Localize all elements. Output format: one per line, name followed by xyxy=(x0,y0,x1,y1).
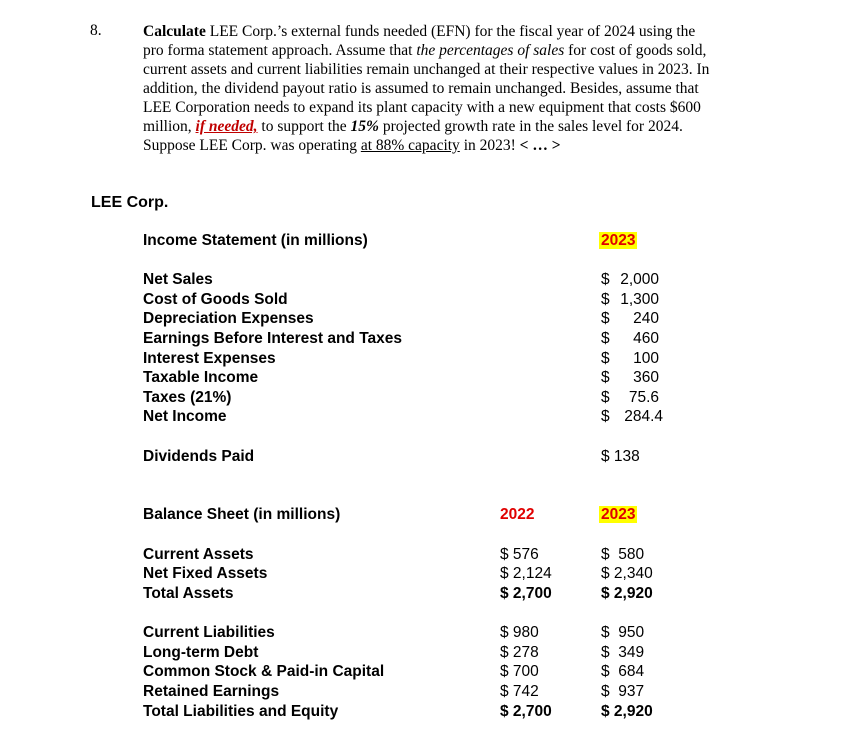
balance-sheet-title: Balance Sheet (in millions) xyxy=(143,506,341,523)
liability-value-2023: $ 937 xyxy=(601,683,645,700)
liability-row-label: Long-term Debt xyxy=(143,644,259,661)
income-year-2023: 2023 xyxy=(601,232,636,249)
income-row-label: Depreciation Expenses xyxy=(143,310,314,327)
question-line-3: current assets and current liabilities remain unchanged at their respective values in 2023. In xyxy=(143,61,710,78)
income-row-label: Cost of Goods Sold xyxy=(143,291,288,308)
question-line-5: LEE Corporation needs to expand its plant capacity with a new equipment that costs $600 xyxy=(143,99,701,116)
liability-row-label: Total Liabilities and Equity xyxy=(143,703,339,720)
income-row-label: Earnings Before Interest and Taxes xyxy=(143,330,402,347)
question-line-2: pro forma statement approach. Assume that the percentages of sales for cost of goods sold, xyxy=(143,42,707,59)
liability-row-label: Current Liabilities xyxy=(143,624,275,641)
income-row-label: Taxes (21%) xyxy=(143,389,232,406)
income-row-label: Interest Expenses xyxy=(143,350,276,367)
liability-value-2022: $ 742 xyxy=(500,683,539,700)
asset-value-2023: $ 2,920 xyxy=(601,585,653,602)
income-row-value: $ 284.4 xyxy=(601,408,663,425)
asset-value-2022: $ 2,700 xyxy=(500,585,552,602)
liability-value-2023: $ 950 xyxy=(601,624,645,641)
liability-row-label: Common Stock & Paid-in Capital xyxy=(143,663,385,680)
liability-value-2023: $ 2,920 xyxy=(601,703,653,720)
income-row-value: $ 100 xyxy=(601,350,659,367)
balance-year-2022: 2022 xyxy=(500,506,535,523)
income-row-label: Taxable Income xyxy=(143,369,259,386)
asset-value-2022: $ 2,124 xyxy=(500,565,552,582)
question-number: 8. xyxy=(90,22,102,39)
liability-value-2022: $ 278 xyxy=(500,644,539,661)
income-row-value: $ 240 xyxy=(601,310,659,327)
question-line-7: Suppose LEE Corp. was operating at 88% capacity in 2023! < … > xyxy=(143,137,561,154)
dividends-label: Dividends Paid xyxy=(143,448,255,465)
income-row-value: $ 2,000 xyxy=(601,271,659,288)
income-row-value: $ 75.6 xyxy=(601,389,659,406)
liability-value-2022: $ 980 xyxy=(500,624,539,641)
question-line-4: addition, the dividend payout ratio is assumed to remain unchanged. Besides, assume that xyxy=(143,80,699,97)
liability-value-2023: $ 349 xyxy=(601,644,645,661)
income-statement-title: Income Statement (in millions) xyxy=(143,232,368,249)
income-row-value: $ 460 xyxy=(601,330,659,347)
asset-value-2022: $ 576 xyxy=(500,546,539,563)
asset-value-2023: $ 2,340 xyxy=(601,565,653,582)
balance-year-2023: 2023 xyxy=(601,506,636,523)
company-name: LEE Corp. xyxy=(91,194,169,211)
income-row-value: $ 360 xyxy=(601,369,659,386)
asset-value-2023: $ 580 xyxy=(601,546,645,563)
asset-row-label: Total Assets xyxy=(143,585,234,602)
question-line-1: Calculate LEE Corp.’s external funds needed (EFN) for the fiscal year of 2024 using the xyxy=(143,23,696,40)
asset-row-label: Net Fixed Assets xyxy=(143,565,268,582)
asset-row-label: Current Assets xyxy=(143,546,254,563)
liability-row-label: Retained Earnings xyxy=(143,683,280,700)
liability-value-2022: $ 2,700 xyxy=(500,703,552,720)
liability-value-2023: $ 684 xyxy=(601,663,645,680)
dividends-value: $ 138 xyxy=(601,448,640,465)
question-line-6: million, if needed, to support the 15% projected growth rate in the sales level for 2024. xyxy=(143,118,683,135)
income-row-value: $ 1,300 xyxy=(601,291,659,308)
if-needed-emphasis: if needed, xyxy=(195,118,258,135)
income-row-label: Net Sales xyxy=(143,271,213,288)
income-row-label: Net Income xyxy=(143,408,227,425)
liability-value-2022: $ 700 xyxy=(500,663,539,680)
